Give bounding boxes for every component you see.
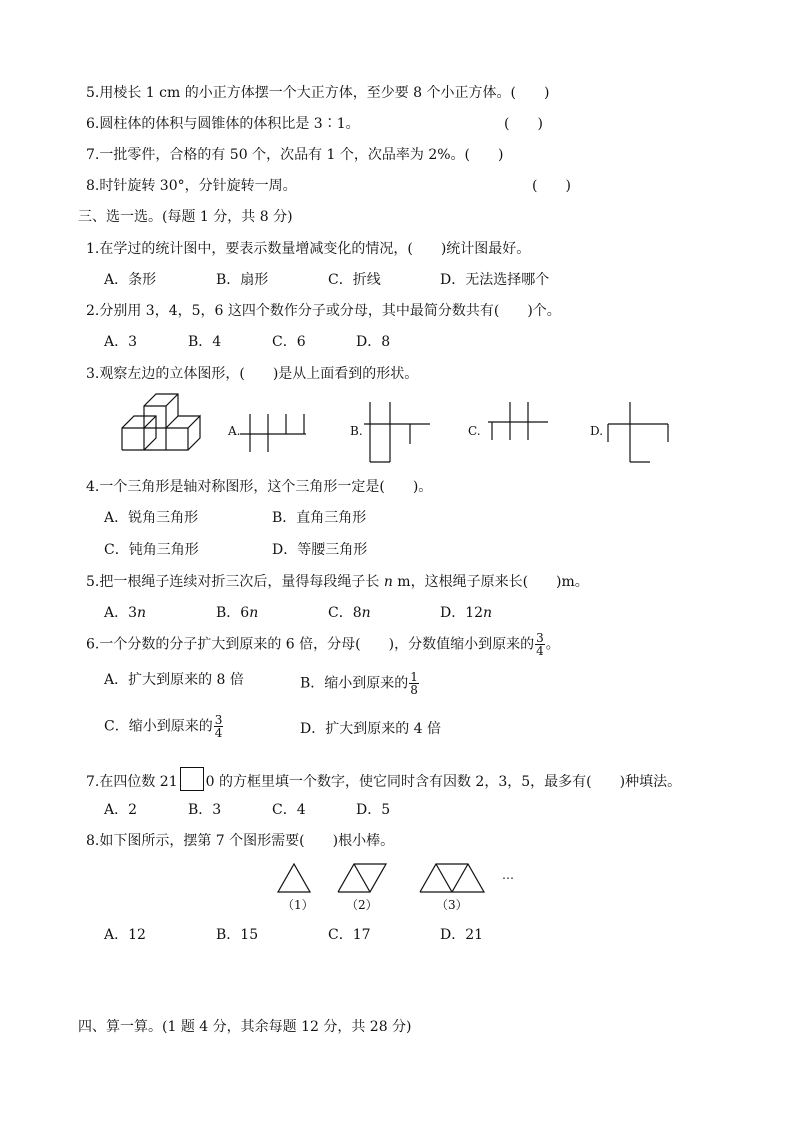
mc-q3-stem: 3.观察左边的立体图形，( )是从上面看到的形状。 (86, 366, 419, 382)
mc-q6-stem: 6.一个分数的分子扩大到原来的 6 倍，分母( )，分数值缩小到原来的 $\frac{3}{4}$ 。 (86, 631, 560, 658)
mc-q7-option-c: C．4 (272, 802, 306, 818)
figure-label-1: （1） (282, 898, 314, 912)
mc-q5-option-a: A．3n (104, 605, 147, 621)
judge-q8: 8.时针旋转 30°，分针旋转一周。 (86, 178, 297, 194)
view-a-shape (240, 414, 310, 454)
mc-q4-stem: 4.一个三角形是轴对称图形，这个三角形一定是( )。 (86, 479, 433, 495)
mc-q8-option-c: C．17 (328, 927, 371, 943)
mc-q2-option-a: A．3 (104, 334, 138, 350)
fraction-three-quarters-c: $\frac{3}{4}$ (214, 713, 223, 740)
mc-q8-option-d: D．21 (440, 927, 484, 943)
mc-q1-stem: 1.在学过的统计图中，要表示数量增减变化的情况，( )统计图最好。 (86, 241, 531, 257)
mc-q4-option-d: D．等腰三角形 (272, 542, 368, 558)
mc-q3-label-a: A. (228, 424, 241, 438)
mc-q4-option-c: C．钝角三角形 (104, 542, 199, 558)
mc-q3-label-c: C. (468, 424, 481, 438)
mc-q7-option-a: A．2 (104, 802, 138, 818)
mc-q5-option-c: C．8n (328, 605, 371, 621)
mc-q8-stem: 8.如下图所示，摆第 7 个图形需要( )根小棒。 (86, 833, 395, 849)
mc-q2-option-c: C．6 (272, 334, 306, 350)
view-c-shape (488, 402, 552, 442)
mc-q1-option-a: A．条形 (104, 272, 157, 288)
mc-q1-option-d: D．无法选择哪个 (440, 272, 550, 288)
mc-q6-option-b: B．缩小到原来的 $\frac{1}{8}$ (300, 670, 418, 697)
mc-q1-option-c: C．折线 (328, 272, 381, 288)
mc-q5-stem: 5.把一根绳子连续对折三次后，量得每段绳子长 n m，这根绳子原来长( )m。 (86, 574, 589, 590)
mc-q7-stem: 7.在四位数 21 0 的方框里填一个数字，使它同时含有因数 2，3，5，最多有( )种填法。 (86, 770, 681, 794)
section4-title: 四、算一算。(1 题 4 分，其余每题 12 分，共 28 分) (78, 1019, 412, 1035)
judge-q5: 5.用棱长 1 cm 的小正方体摆一个大正方体，至少要 8 个小正方体。( ) (86, 85, 550, 101)
mc-q8-option-b: B．15 (216, 927, 259, 943)
triangle-figure-2 (336, 862, 392, 894)
triangle-figure-1 (276, 862, 316, 894)
mc-q4-option-a: A．锐角三角形 (104, 510, 199, 526)
mc-q8-option-a: A．12 (104, 927, 146, 943)
digit-blank-box (180, 767, 204, 791)
mc-q5-option-d: D．12n (440, 605, 493, 621)
mc-q1-option-b: B．扇形 (216, 272, 269, 288)
section3-title: 三、选一选。(每题 1 分，共 8 分) (78, 209, 293, 225)
solid-figure (118, 392, 208, 452)
mc-q7-option-d: D．5 (356, 802, 391, 818)
mc-q2-option-b: B．4 (188, 334, 222, 350)
mc-q4-option-b: B．直角三角形 (272, 510, 367, 526)
mc-q2-stem: 2.分别用 3，4，5，6 这四个数作分子或分母，其中最简分数共有( )个。 (86, 303, 561, 319)
view-b-shape (364, 402, 434, 464)
mc-q6-option-d: D．扩大到原来的 4 倍 (300, 721, 442, 737)
fraction-three-quarters: $\frac{3}{4}$ (536, 631, 544, 658)
mc-q3-label-d: D. (590, 424, 604, 438)
triangle-figure-3 (418, 862, 490, 894)
judge-q8-answer-blank: ( ) (532, 178, 571, 194)
judge-q6: 6.圆柱体的体积与圆锥体的体积比是 3∶1。 (86, 116, 360, 132)
mc-q6-option-c: C．缩小到原来的 $\frac{3}{4}$ (104, 713, 223, 740)
fraction-one-eighth: $\frac{1}{8}$ (410, 670, 418, 697)
judge-q6-answer-blank: ( ) (504, 116, 543, 132)
view-d-shape (606, 402, 672, 466)
mc-q3-label-b: B. (350, 424, 363, 438)
mc-q6-option-a: A．扩大到原来的 8 倍 (104, 672, 244, 688)
mc-q2-option-d: D．8 (356, 334, 391, 350)
mc-q5-option-b: B．6n (216, 605, 259, 621)
judge-q7: 7.一批零件，合格的有 50 个，次品有 1 个，次品率为 2%。( ) (86, 147, 504, 163)
figure-label-2: （2） (346, 898, 378, 912)
mc-q7-option-b: B．3 (188, 802, 222, 818)
figure-label-3: （3） (436, 898, 468, 912)
figure-ellipsis: … (502, 868, 514, 882)
